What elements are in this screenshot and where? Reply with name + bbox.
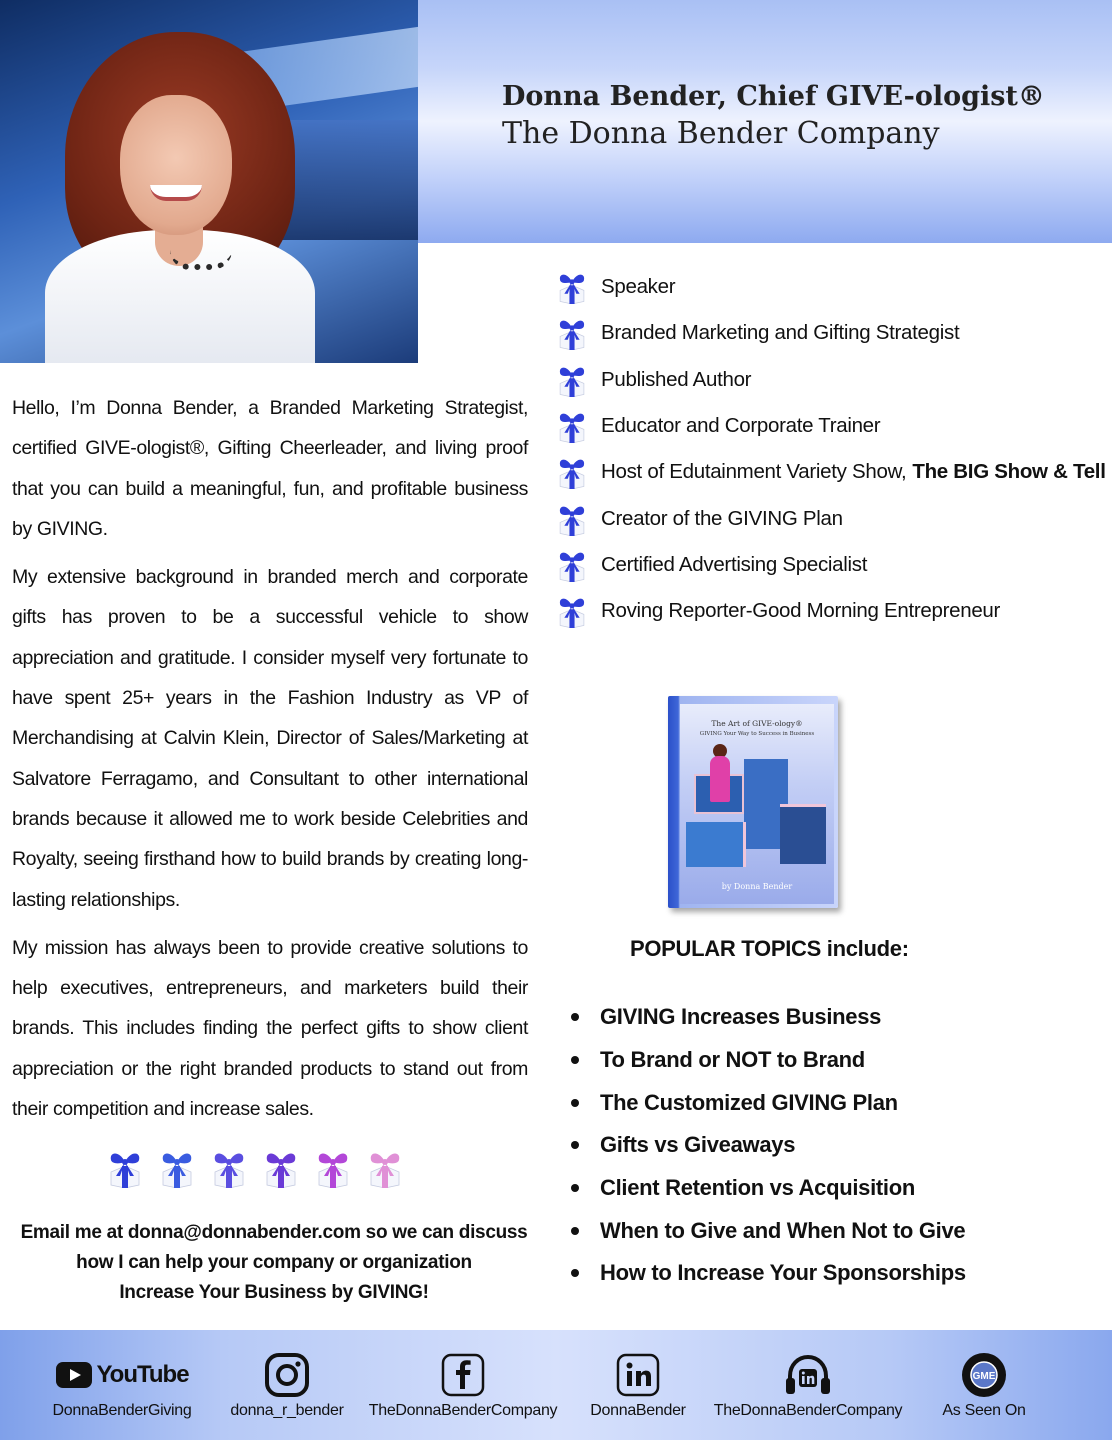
topic-item [571,1124,966,1167]
topics-list [571,996,966,1295]
gift-icon [209,1148,249,1188]
bullet-icon [571,1141,579,1149]
gift-icon [555,502,589,536]
bullet-icon [571,1099,579,1107]
youtube-icon [55,1361,93,1389]
topic-label: How to Increase Your Sponsorships [600,1260,966,1286]
bullet-icon [571,1227,579,1235]
topic-label: The Customized GIVING Plan [600,1089,898,1115]
role-label: Certified Advertising Specialist [601,552,868,576]
social-footer [0,1330,1112,1440]
gift-icon [555,363,589,397]
role-item [555,495,1105,541]
show-name: The BIG Show & Tell [912,460,1106,484]
bio-paragraph: My mission has always been to provide creative solutions to help executives, entrepreneurs, and marketers build their brands. This includes finding the perfect gifts to show client appreciation or the right branded products to stand out from their competition and increase sales. [12,936,528,1121]
cta-line: Email me at donna@donnabender.com so we can discuss [20,1222,528,1243]
gift-icon [555,409,589,443]
role-label: Published Author [601,367,752,391]
gift-icon [555,455,589,489]
topic-label: Gifts vs Giveaways [600,1132,796,1158]
book-title-line: The Art of GIVE-ology® [711,719,803,728]
gift-icon [555,316,589,350]
linkedin-icon [616,1353,660,1397]
topics-heading: POPULAR TOPICS include: [630,936,909,961]
role-label: Host of Edutainment Variety Show, [601,460,907,484]
gift-icon [313,1148,353,1188]
bio-paragraph: My extensive background in branded merch and corporate gifts has proven to be a successful vehicle to show appreciation and gratitude. I consider myself very fortunate to have spent 25+ years in the Fashion Industry as VP of Merchandising at Calvin Klein, Director of Sales/Marketing at Salvatore Ferragamo, and Consultant to other international brands because it allowed me to work beside Celebrities and Royalty, seeing firsthand how to build brands by creating long-lasting relationships. [12,566,528,911]
gift-icon [555,548,589,582]
bullet-icon [571,1269,579,1277]
bullet-icon [571,1056,579,1064]
gme-badge-icon [960,1351,1008,1399]
role-label: Speaker [601,275,676,299]
facebook-handle: TheDonnaBenderCompany [368,1402,558,1419]
social-facebook[interactable] [368,1330,558,1440]
topic-label: To Brand or NOT to Brand [600,1047,865,1073]
topic-item [571,1252,966,1295]
bio-text [12,388,528,1137]
bio-paragraph: Hello, I’m Donna Bender, a Branded Marketing Strategist, certified GIVE-ologist®, Gifting Cheerleader, and living proof that you can build a meaningful, fun, and profitable business by GIVING. [12,397,528,540]
role-item [555,403,1105,449]
company-name: The Donna Bender Company [502,116,940,151]
headphones-linkedin-icon [783,1352,833,1398]
gift-icon [261,1148,301,1188]
gift-icon [365,1148,405,1188]
gift-icon [555,270,589,304]
book-title [680,718,834,740]
role-item [555,264,1105,310]
social-linkedin[interactable] [578,1330,698,1440]
role-item [555,310,1105,356]
role-label: Creator of the GIVING Plan [601,506,843,530]
gift-icon-row [105,1148,405,1188]
linkedin-handle: DonnaBender [590,1402,686,1419]
topic-label: GIVING Increases Business [600,1004,882,1030]
youtube-wordmark: YouTube [96,1361,189,1388]
topic-label: Client Retention vs Acquisition [600,1175,916,1201]
role-label: Branded Marketing and Gifting Strategist [601,321,960,345]
social-instagram[interactable] [222,1330,352,1440]
name-title: Donna Bender, Chief GIVE-ologist® [502,81,1045,112]
role-item [555,542,1105,588]
as-seen-on-label: As Seen On [942,1402,1026,1419]
gift-icon [157,1148,197,1188]
topic-label: When to Give and When Not to Give [600,1217,966,1243]
contact-cta [12,1218,536,1308]
instagram-icon [264,1352,310,1398]
youtube-handle: DonnaBenderGiving [52,1402,192,1419]
role-label: Educator and Corporate Trainer [601,414,881,438]
bullet-icon [571,1184,579,1192]
title-block [502,80,1062,154]
gift-icon [555,594,589,628]
topic-item [571,1209,966,1252]
facebook-icon [441,1353,485,1397]
podcast-handle: TheDonnaBenderCompany [713,1402,903,1419]
role-label: Roving Reporter-Good Morning Entrepreneur [601,599,1001,623]
topic-item [571,1081,966,1124]
social-podcast[interactable] [713,1330,903,1440]
role-item [555,357,1105,403]
book-cover [668,696,838,908]
topic-item [571,1167,966,1210]
roles-list [555,264,1105,634]
book-subtitle-line: GIVING Your Way to Success in Business [699,731,815,737]
cta-line: how I can help your company or organization [76,1252,472,1273]
topic-item [571,1039,966,1082]
role-item [555,449,1105,495]
cta-line: Increase Your Business by GIVING! [119,1282,429,1303]
profile-photo [0,0,418,363]
book-author: by Donna Bender [721,882,793,891]
bullet-icon [571,1013,579,1021]
social-as-seen-on[interactable] [924,1330,1044,1440]
role-item [555,588,1105,634]
instagram-handle: donna_r_bender [230,1402,344,1419]
social-youtube[interactable] [52,1330,192,1440]
gme-badge-text: GME [972,1371,996,1382]
topic-item [571,996,966,1039]
gift-icon [105,1148,145,1188]
